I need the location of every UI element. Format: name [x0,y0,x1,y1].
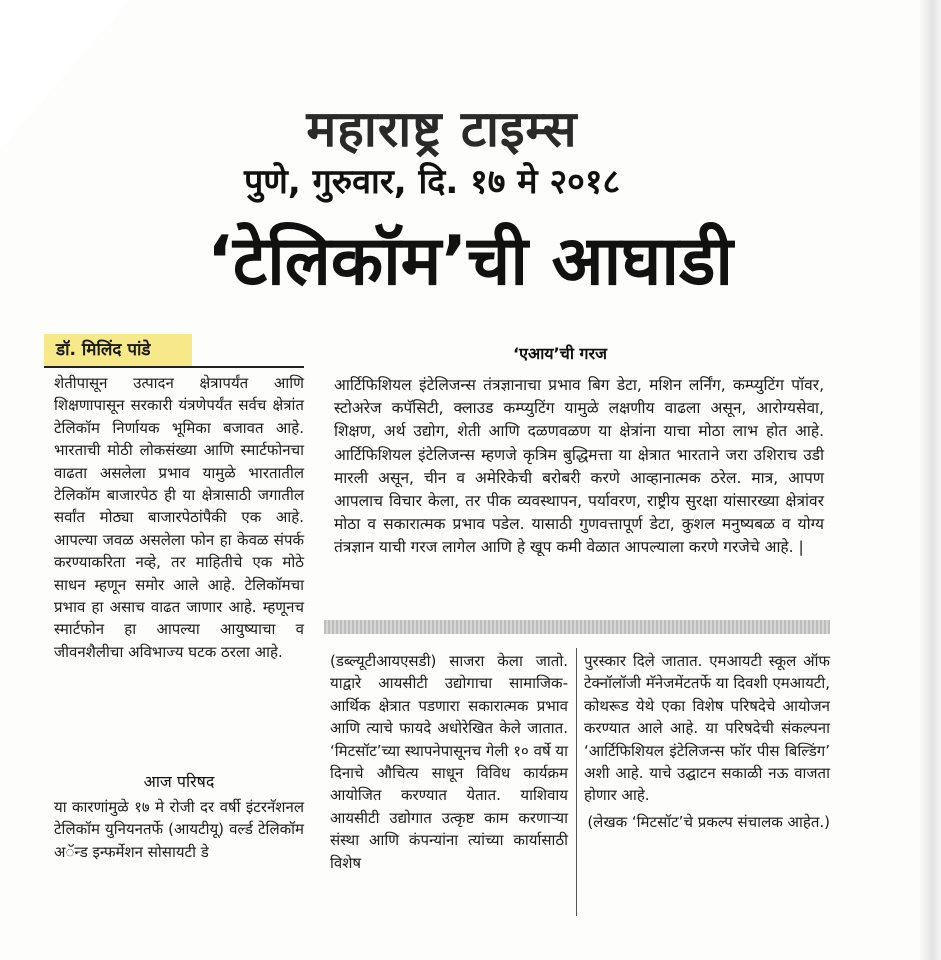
ai-section-body: आर्टिफिशियल इंटेलिजन्स तंत्रज्ञानाचा प्रभाव बिग डेटा, मशिन लर्निंग, कम्प्युटिंग पॉवर, स्टोअरेज कपॅसिटी, क्लाउड कम्प्युटिंग यामुळे लक्षणीय वाढला असून, आरोग्यसेवा, शिक्षण, अर्थ उद्योग, शेती आणि दळणवळण या क्षेत्रांना याचा मोठा लाभ होत आहे. आर्टिफिशियल इंटेलिजन्स म्हणजे कृत्रिम बुद्धिमत्ता या क्षेत्रात भारताने जरा उशिराच उडी मारली असून, चीन व अमेरिकेची बरोबरी करणे आव्हानात्मक ठरेल. मात्र, आपण आपलाच विचार केला, तर पीक व्यवस्थापन, पर्यावरण, राष्ट्रीय सुरक्षा यांसारख्या क्षेत्रांवर मोठा व सकारात्मक प्रभाव पडेल. यासाठी गुणवत्तापूर्ण डेटा, कुशल मनुष्यबळ व योग्य तंत्रज्ञान याची गरज लागेल आणि हे खूप कमी वेळात आपल्याला करणे गरजेचे आहे. | [334,376,824,557]
parishad-section-heading: आज परिषद [143,772,215,791]
newspaper-masthead: महाराष्ट्र टाइम्स [306,99,578,158]
intro-paragraph: शेतीपासून उत्पादन क्षेत्रापर्यंत आणि शिक्षणापासून सरकारी यंत्रणेपर्यंत सर्वच क्षेत्रांत टेलिकॉम निर्णायक भूमिका बजावत आहे. भारताची मोठी लोकसंख्या आणि स्मार्टफोनचा वाढता असलेला प्रभाव यामुळे भारतातील टेलिकॉम बाजारपेठ ही या क्षेत्रासाठी जगातील सर्वांत मोठ्या बाजारपेठांपैकी एक आहे. आपल्या जवळ असलेला फोन हा केवळ संपर्क करण्याकरिता नव्हे, तर माहितीचे एक मोठे साधन म्हणून समोर आले आहे. टेलिकॉमचा प्रभाव हा असाच वाढत जाणार आहे. म्हणूनच स्मार्टफोन हा आपल्या आयुष्याचा व जीवनशैलीचा अविभाज्य घटक ठरला आहे. [54,374,304,661]
author-note: (लेखक ‘मिटसॉट’चे प्रकल्प संचालक आहेत.) [587,812,830,831]
page-edge-shadow [919,0,941,960]
column-divider [576,648,577,916]
folded-corner [0,0,130,150]
article-headline: ‘टेलिकॉम’ची आघाडी [207,222,733,301]
parishad-column-3: पुरस्कार दिले जातात. एमआयटी स्कूल ऑफ टेक्नॉलॉजी मॅनेजमेंटतर्फे या दिवशी एमआयटी, कोथरूड येथे एका विशेष परिषदेचे आयोजन करण्यात आले आहे. या परिषदेची संकल्पना ‘आर्टिफिशियल इंटेलिजन्स फॉर पीस बिल्डिंग’ अशी आहे. याचे उद्घाटन सकाळी नऊ वाजता होणार आहे. [584,652,830,805]
parishad-column-2: (डब्ल्यूटीआयएसडी) साजरा केला जातो. याद्वारे आयसीटी उद्योगाचा सामाजिक-आर्थिक क्षेत्रात पडणारा सकारात्मक प्रभाव आणि त्याचे फायदे अधोरेखित केले जातात. ‘मिटसॉट’च्या स्थापनेपासूनच गेली १० वर्षे या दिनाचे औचित्य साधून विविध कार्यक्रम आयोजित करण्यात येतात. याशिवाय आयसीटी उद्योगात उत्कृष्ट काम करणाऱ्या संस्था आणि कंपन्यांना त्यांच्या कार्यासाठी विशेष [330,652,568,872]
dateline: पुणे, गुरुवार, दि. १७ मे २०१८ [244,162,621,202]
parishad-column-3-wrap [584,650,830,833]
parishad-column-1: या कारणांमुळे १७ मे रोजी दर वर्षी इंटरनॅशनल टेलिकॉम युनियनतर्फे (आयटीयू) वर्ल्ड टेलिकॉम अॅन्ड इन्फर्मेशन सोसायटी डे [54,798,304,861]
section-divider-band [324,620,830,634]
byline-rule [44,366,304,368]
ai-section-heading: ‘एआय’ची गरज [513,344,607,363]
author-byline: डॉ. मिलिंद पांडे [44,334,192,366]
